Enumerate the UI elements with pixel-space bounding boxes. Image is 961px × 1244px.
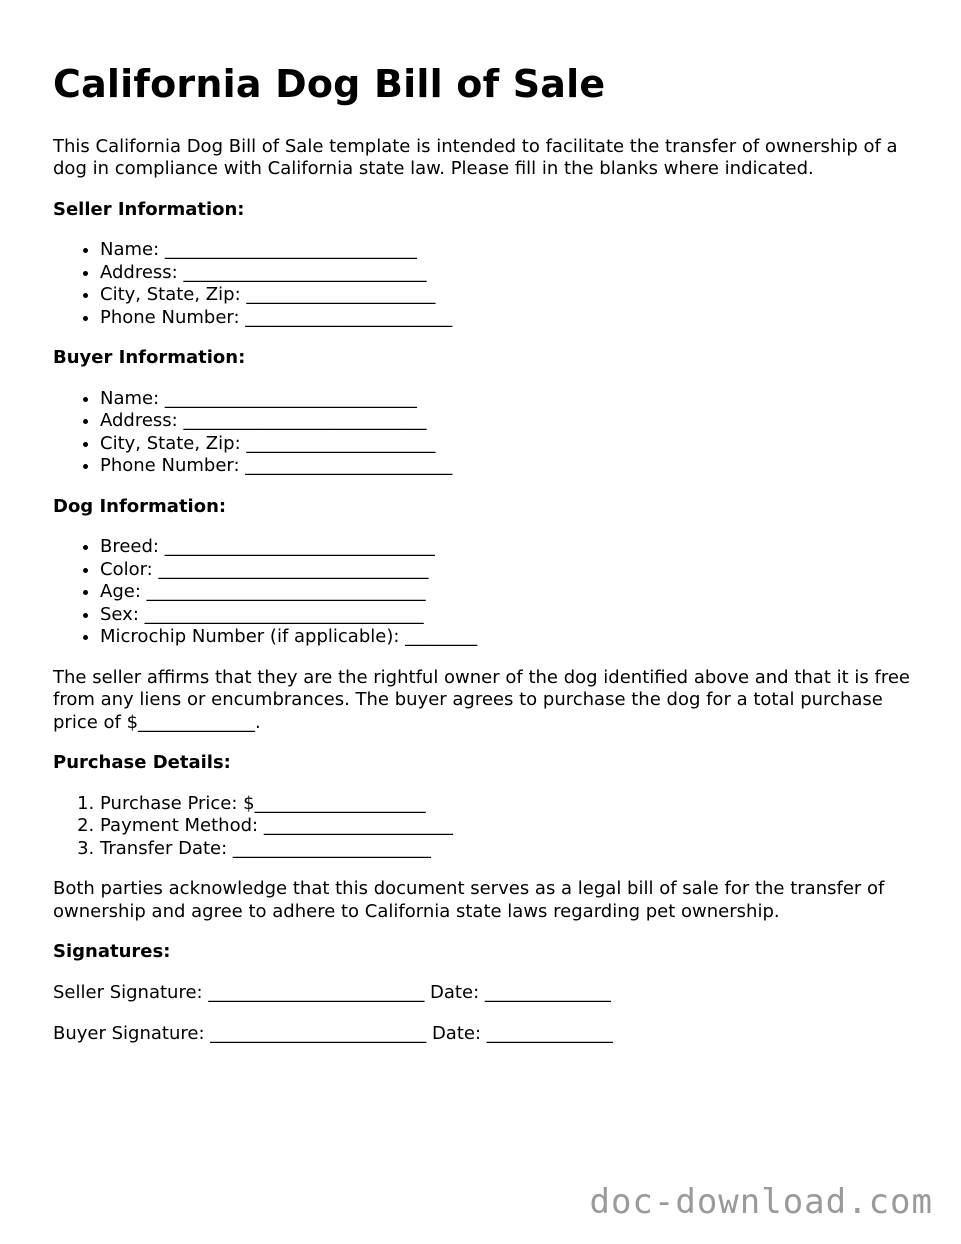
seller-address-field: • Address: ___________________________ <box>100 262 913 285</box>
buyer-signature-line: Buyer Signature: ________________________ Date: ______________ <box>53 1023 613 1045</box>
dog-color-field: • Color: ______________________________ <box>100 559 913 582</box>
seller-phone-field: • Phone Number: _______________________ <box>100 307 913 330</box>
dog-heading: Dog Information: <box>53 495 227 517</box>
dog-age-field: • Age: _______________________________ <box>100 581 913 604</box>
signatures-heading: Signatures: <box>53 941 171 963</box>
intro-paragraph: This California Dog Bill of Sale template is intended to facilitate the transfer of ownership of a dog in compliance with California state law. Please fill in the blanks where indicated. <box>53 135 898 180</box>
document-title: California Dog Bill of Sale <box>53 62 606 106</box>
seller-heading: Seller Information: <box>53 198 245 220</box>
buyer-heading: Buyer Information: <box>53 347 246 369</box>
seller-signature-line: Seller Signature: ________________________ Date: ______________ <box>53 981 611 1003</box>
affirmation-paragraph: The seller affirms that they are the rightful owner of the dog identified above and that it is free from any liens or encumbrances. The buyer agrees to purchase the dog for a total purchase price of $_____________. <box>53 666 910 733</box>
buyer-list <box>53 388 913 478</box>
transfer-date-field: 3. Transfer Date: ______________________ <box>100 838 913 861</box>
buyer-name-field: • Name: ____________________________ <box>100 388 913 411</box>
watermark-text: doc-download.com <box>589 1182 933 1222</box>
purchase-list <box>53 793 913 861</box>
dog-list <box>53 536 913 649</box>
seller-list <box>53 239 913 329</box>
dog-breed-field: • Breed: ______________________________ <box>100 536 913 559</box>
purchase-price-field: 1. Purchase Price: $___________________ <box>100 793 913 816</box>
seller-city-state-zip-field: • City, State, Zip: _____________________ <box>100 284 913 307</box>
acknowledgement-paragraph: Both parties acknowledge that this document serves as a legal bill of sale for the transfer of ownership and agree to adhere to California state laws regarding pet ownership. <box>53 878 885 922</box>
buyer-city-state-zip-field: • City, State, Zip: _____________________ <box>100 433 913 456</box>
buyer-address-field: • Address: ___________________________ <box>100 410 913 433</box>
dog-microchip-field: • Microchip Number (if applicable): ________ <box>100 626 913 649</box>
seller-name-field: • Name: ____________________________ <box>100 239 913 262</box>
document-page <box>53 62 913 1065</box>
buyer-phone-field: • Phone Number: _______________________ <box>100 455 913 478</box>
purchase-heading: Purchase Details: <box>53 752 231 774</box>
dog-sex-field: • Sex: _______________________________ <box>100 604 913 627</box>
payment-method-field: 2. Payment Method: _____________________ <box>100 815 913 838</box>
